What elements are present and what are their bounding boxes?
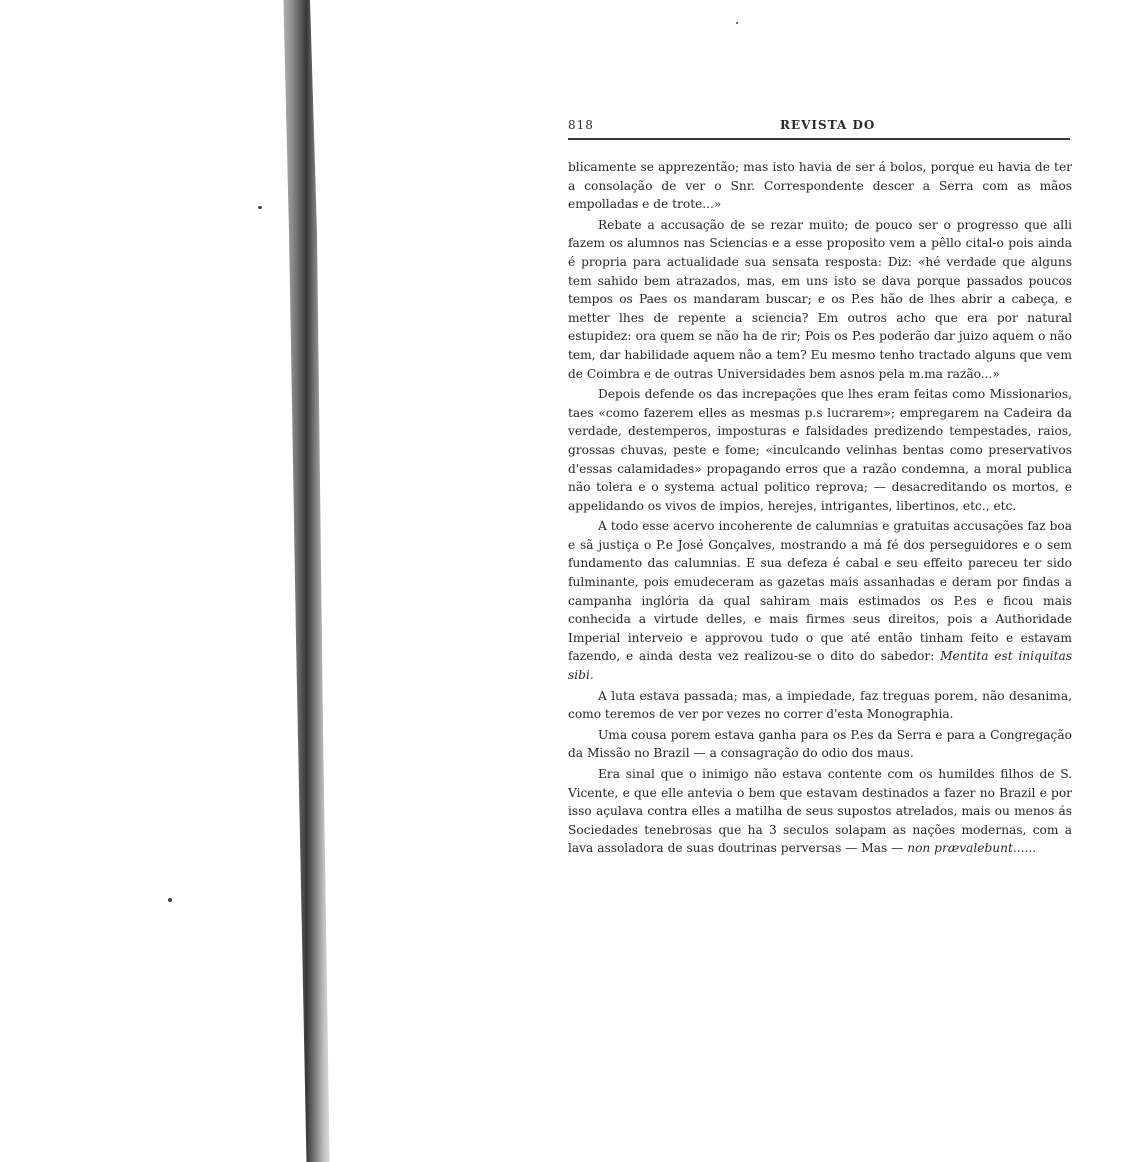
paragraph-text: A luta estava passada; mas, a impiedade, faz treguas porem, não desanima, como teremos de ver por vezes no correr d'esta Monographia.	[568, 688, 1072, 722]
running-title: REVISTA DO	[780, 118, 876, 132]
paragraph-6	[568, 726, 1072, 763]
page-number: 818	[568, 118, 594, 132]
scan-speck	[736, 22, 738, 24]
paragraph-text: Uma cousa porem estava ganha para os P.es da Serra e para a Congregação da Missão no Brazil — a consagração do odio dos maus.	[568, 727, 1072, 761]
book-binding-shadow	[268, 0, 338, 1162]
paragraph-7	[568, 765, 1072, 858]
ellipsis: ......	[1012, 841, 1037, 856]
scan-speck	[258, 206, 262, 209]
paragraph-5	[568, 687, 1072, 724]
paragraph-3	[568, 385, 1072, 515]
paragraph-2	[568, 216, 1072, 383]
paragraph-4	[568, 517, 1072, 684]
scan-speck	[168, 898, 172, 902]
page-header	[568, 116, 1070, 140]
body-text	[568, 158, 1072, 858]
paragraph-text: A todo esse acervo incoherente de calumnias e gratuitas accusações faz boa e sã justiça o P.e José Gonçalves, mostrando a má fé dos perseguidores e o sem fundamento das calumnias. E sua defeza é cabal e seu effeito pareceu ter sido fulminante, pois emudeceram as gazetas mais assanhadas e deram por findas a campanha inglória da qual sahiram mais estimados os P.es e ficou mais conhecida a virtude delles, e mais firmes seus direitos, pois a Authoridade Imperial interveio e approvou tudo o que até então tinham feito e estavam fazendo, e ainda desta vez realizou-se o dito do sabedor:	[568, 519, 1072, 664]
paragraph-1	[568, 158, 1072, 214]
paragraph-text: Rebate a accusação de se rezar muito; de pouco ser o progresso que alli fazem os alumnos nas Sciencias e a esse proposito vem a pêllo cital-o pois ainda é propria para actualidade sua sensata resposta: Diz: «hé verdade que alguns tem sahido bem atrazados, mas, em uns isto se dava porque passados poucos tempos os Paes os mandaram buscar; e os P.es hão de lhes abrir a cabeça, e metter lhes de repente a sciencia? Em outros acho que era por natural estupidez: ora quem se não ha de rir; Pois os P.es poderão dar juizo aquem o não tem, dar habilidade aquem não a tem? Eu mesmo tenho tractado alguns que vem de Coimbra e de outras Universidades bem asnos pela m.ma razão...»	[568, 217, 1072, 381]
latin-quote: Mentita est iniquitas sibi.	[568, 649, 1072, 683]
paragraph-text: Depois defende os das increpações que lhes eram feitas como Missionarios, taes «como fazerem elles as mesmas p.s lucrarem»; empregarem na Cadeira da verdade, destemperos, imposturas e falsidades predizendo tempestades, raios, grossas chuvas, peste e fome; «inculcando velinhas bentas como preservativos d'essas calamidades» propagando erros que a razão condemna, a moral publica não tolera e o systema actual politico reprova; — desacreditando os mortos, e appelidando os vivos de impios, herejes, intrigantes, libertinos, etc., etc.	[568, 387, 1072, 513]
latin-quote: non prævalebunt	[907, 841, 1013, 856]
paragraph-text: Era sinal que o inimigo não estava contente com os humildes filhos de S. Vicente, e que elle antevia o bem que estavam destinados a fazer no Brazil e por isso açulava contra elles a matilha de seus supostos atrelados, mais ou menos ás Sociedades tenebrosas que ha 3 seculos solapam as nações modernas, com a lava assoladora de suas doutrinas perversas — Mas —	[568, 767, 1072, 856]
paragraph-text: blicamente se apprezentão; mas isto havia de ser á bolos, porque eu havia de ter a consolação de ver o Snr. Correspondente descer a Serra com as mãos empolladas e de trote...»	[568, 160, 1072, 212]
